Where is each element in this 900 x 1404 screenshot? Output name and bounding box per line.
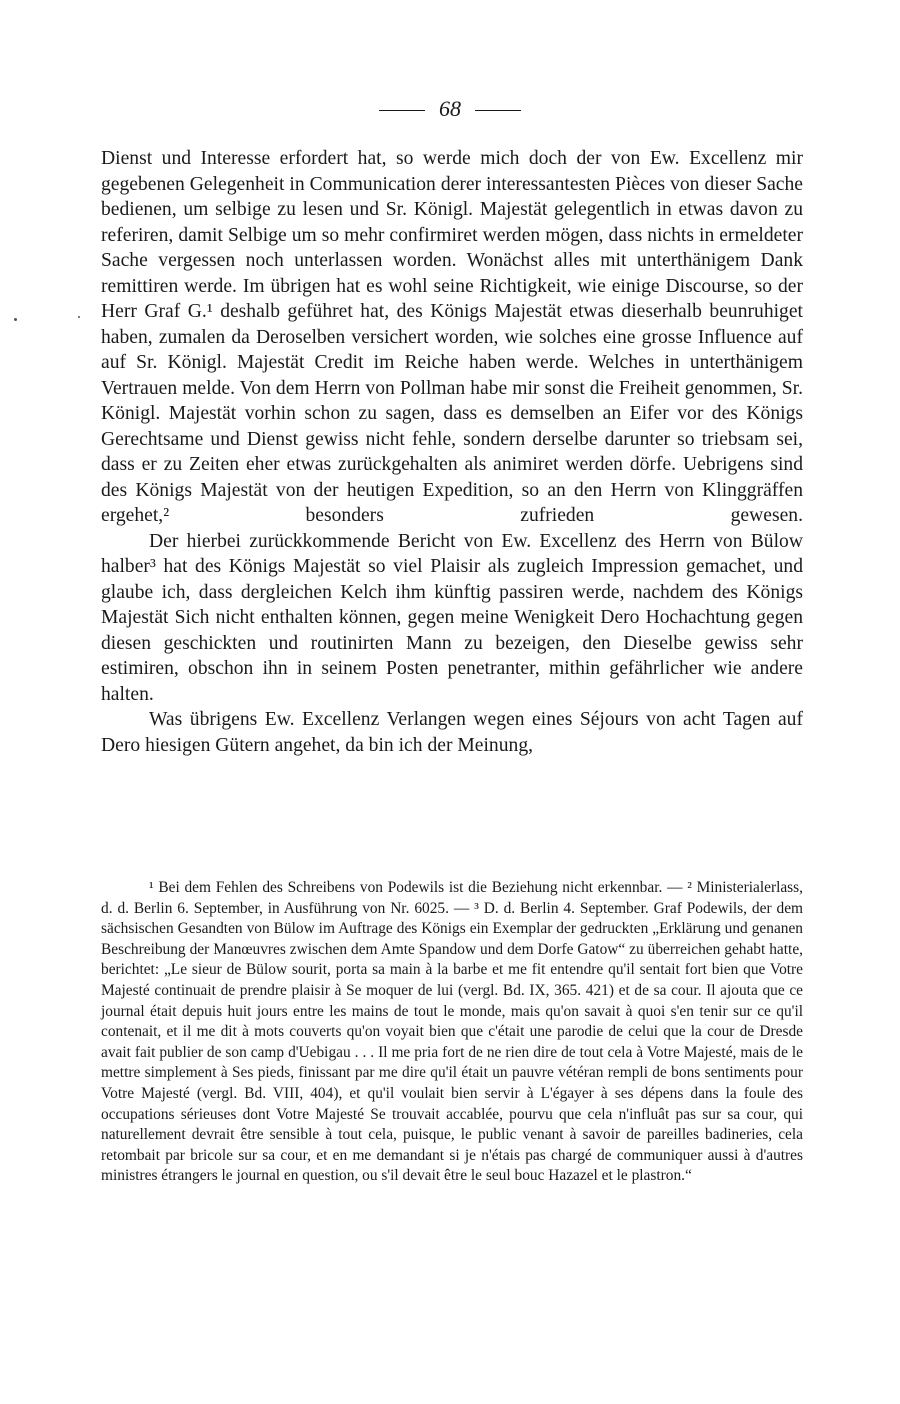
scan-speck: [78, 316, 80, 318]
footnote-block: ¹ Bei dem Fehlen des Schreibens von Podewils ist die Beziehung nicht erkennbar. — ² Ministerialerlass, d. d. Berlin 6. September, in Ausführung von Nr. 6025. — ³ D. d. Berlin 4. September. Graf Podewils, der dem sächsischen Gesandten von Bülow im Auftrage des Königs ein Exemplar der gedruckten „Erklärung und genanen Beschreibung der Manœuvres zwischen dem Amte Spandow und dem Dorfe Gatow“ zu überreichen gehabt hatte, berichtet: „Le sieur de Bülow sourit, porta sa main à la barbe et me fit entendre qu'il sentait fort bien que Votre Majesté continuait de prendre plaisir à Se moquer de lui (vergl. Bd. IX, 365. 421) et de sa cour. Il ajouta que ce journal était depuis huit jours entre les mains de tout le monde, mais qu'on savait à quoi s'en tenir sur ce qu'il contenait, et il me dit à mots couverts qu'on voyait bien que c'était une parodie de celui que la cour de Dresde avait fait publier de son camp d'Uebigau . . . Il me pria fort de ne rien dire de tout cela à Votre Majesté, mais de le mettre simplement à Ses pieds, finissant par me dire qu'il était un pauvre vétéran rempli de bons sentiments pour Votre Majesté (vergl. Bd. VIII, 404), et qu'il voulait bien servir à L'égayer à ses dépens dans la foule des occupations sérieuses dont Votre Majesté Se trouvait accablée, pourvu que cela n'influât pas sur sa cour, qui naturellement devrait être sensible à tout cela, puisque, le public venant à savoir de pareilles badineries, cela retombait par bricole sur sa cour, et en me demandant si je n'étais pas chargé de communiquer aussi à d'autres ministres étrangers le journal en question, ou s'il devait être le seul bouc Hazazel et le plastron.“: [101, 879, 803, 1185]
paragraph: Dienst und Interesse erfordert hat, so werde mich doch der von Ew. Excellenz mir gegebenen Gelegenheit in Communication derer interessantesten Pièces von dieser Sache bedienen, um selbige zu lesen und Sr. Königl. Majestät gelegentlich in etwas davon zu referiren, damit Selbige um so mehr confirmiret werden mögen, dass nichts in ermeldeter Sache vergessen noch unterlassen worden. Wonächst alles mit unterthänigem Dank remittiren werde. Im übrigen hat es wohl seine Richtigkeit, wie einige Discourse, so der Herr Graf G.¹ deshalb geführet hat, des Königs Majestät etwas dieserhalb beunruhiget haben, zumalen da Deroselben versichert worden, wie solches eine grosse Influence auf auf Sr. Königl. Majestät Credit im Reiche haben werde. Welches in unterthänigem Vertrauen melde. Von dem Herrn von Pollman habe mir sonst die Freiheit genommen, Sr. Königl. Majestät vorhin schon zu sagen, dass es demselben an Eifer vor des Königs Gerechtsame und Dienst gewiss nicht fehle, sondern derselbe darunter so triebsam sei, dass er zu Zeiten eher etwas zurückgehalten als animiret werden dörfe. Uebrigens sind des Königs Majestät von der heutigen Expedition, so an den Herrn von Klinggräffen ergehet,² besonders zufrieden gewesen.: [101, 148, 803, 526]
main-text: [101, 146, 803, 758]
header-rule-right: [475, 110, 521, 111]
paragraph: Was übrigens Ew. Excellenz Verlangen wegen eines Séjours von acht Tagen auf Dero hiesigen Gütern angehet, da bin ich der Meinung,: [101, 709, 803, 756]
header-rule-left: [379, 110, 425, 111]
footnotes: [101, 878, 803, 1187]
scan-speck: [14, 318, 17, 321]
page-number: 68: [439, 96, 461, 121]
page-header: [0, 96, 900, 122]
paragraph: Der hierbei zurückkommende Bericht von Ew. Excellenz des Herrn von Bülow halber³ hat des Königs Majestät so viel Plaisir als zugleich Impression gemachet, und glaube ich, dass dergleichen Kelch ihm künftig passiren werde, nachdem des Königs Majestät Sich nicht enthalten können, gegen meine Wenigkeit Dero Hochachtung gegen diesen geschickten und routinirten Mann zu bezeigen, den Dieselbe gewiss sehr estimiren, obschon ihn in seinem Posten penetranter, mithin gefährlicher wie andere halten.: [101, 530, 803, 705]
